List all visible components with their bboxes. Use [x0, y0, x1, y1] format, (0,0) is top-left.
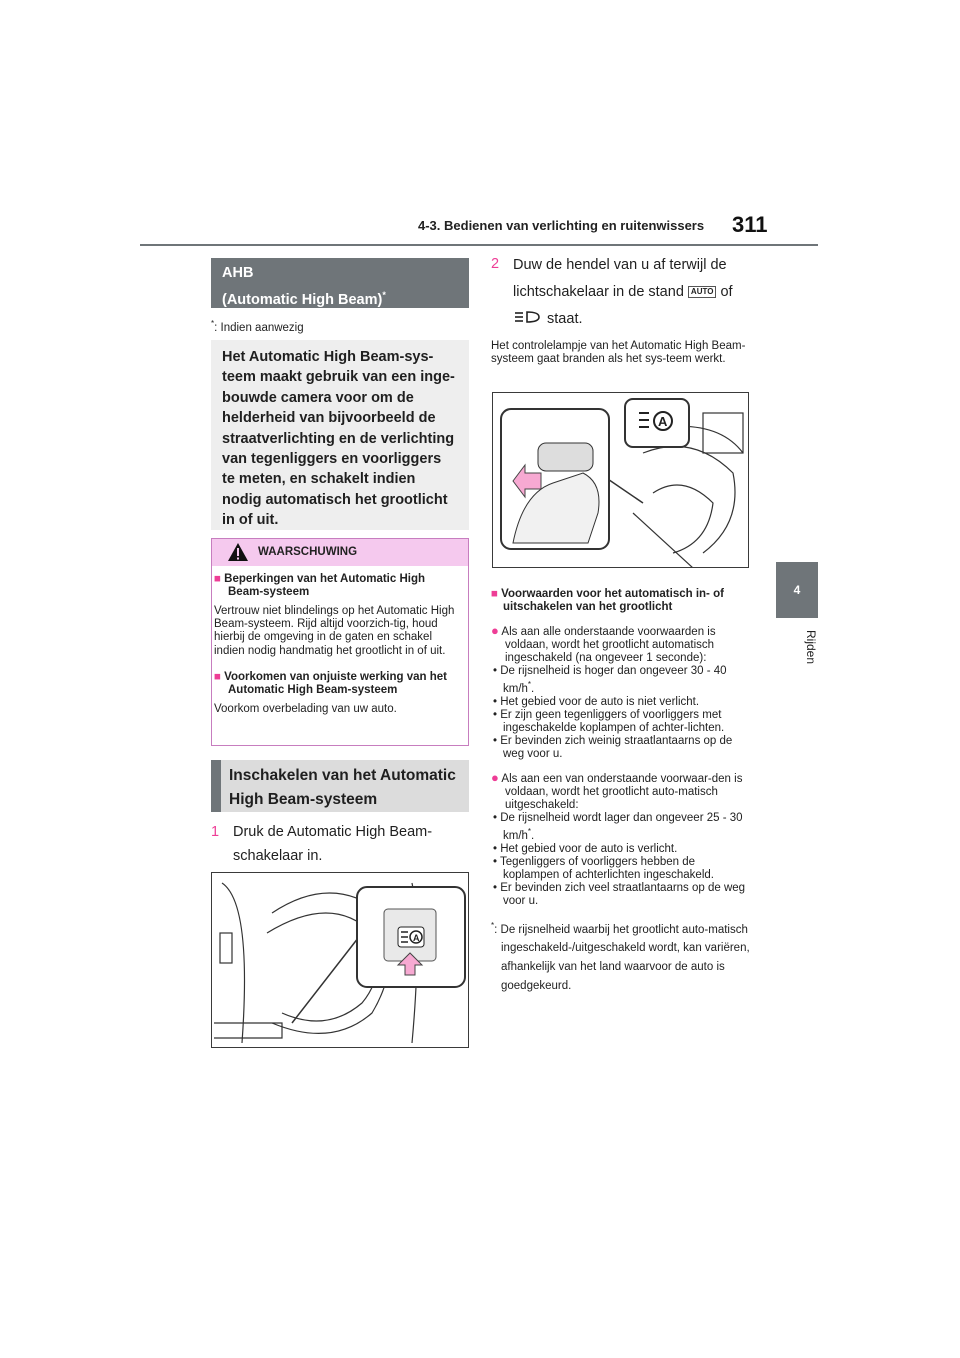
figure-lever-push [492, 392, 749, 568]
ahb-title-line1: AHB [222, 265, 254, 281]
step-2 [491, 252, 749, 333]
ahb-footnote: *: Indien aanwezig [211, 319, 304, 334]
page-number: 311 [732, 212, 768, 237]
section-header-title: 4-3. Bedienen van verlichting en ruitenwissers [418, 218, 705, 233]
warning-item1-text: Vertrouw niet blindelings op het Automatic High Beam-systeem. Rijd altijd voorzich-tig, houd hierbij de omgeving in de gaten en schakel indien nodig handmatig het grootlicht in of uit. [214, 605, 455, 657]
auto-position-icon: AUTO [688, 286, 717, 298]
step-2-text-a: Duw de hendel van u af terwijl de lichtschakelaar in de stand [513, 257, 727, 300]
chapter-label: Rijden [804, 630, 818, 665]
list-item: • De rijsnelheid wordt lager dan ongeveer 25 - 30 km/h*. [493, 811, 743, 842]
step-2-number: 2 [491, 256, 500, 272]
conditions-on-intro: ● Als aan alle onderstaande voorwaarden is voldaan, wordt het grootlicht automatisch ingeschakeld (na ongeveer 1 seconde): [491, 623, 716, 664]
step-2-text-b: of [720, 284, 733, 300]
ahb-intro: Het Automatic High Beam-sys-teem maakt gebruik van een inge-bouwde camera voor om de helderheid van bijvoorbeeld de straatverlichting en de verlichting van tegenliggers en voorliggers te meten, en schakelt indien nodig automatisch het grootlicht in of uit. [211, 340, 469, 530]
conditions-footnote: *: De rijsnelheid waarbij het grootlicht auto-matisch ingeschakeld-/uitgeschakeld wordt, kan variëren, afhankelijk van het land waarvoor de auto is goedgekeurd. [491, 920, 750, 993]
figure-ahb-switch [211, 872, 469, 1048]
conditions-on-list [491, 665, 751, 761]
list-item: • Het gebied voor de auto is niet verlicht. [493, 695, 700, 708]
conditions-title: ■ Voorwaarden voor het automatisch in- of uitschakelen van het grootlicht [491, 588, 724, 613]
svg-text:A: A [413, 933, 420, 943]
high-beam-icon [513, 310, 543, 324]
step-1-number: 1 [211, 824, 220, 840]
ahb-title-line2: (Automatic High Beam)* [222, 290, 386, 308]
ahb-title-box [211, 258, 469, 308]
indicator-note: Het controlelampje van het Automatic High Beam-systeem gaat branden als het sys-teem werkt. [491, 340, 746, 365]
warning-triangle-icon [227, 542, 249, 562]
step-1 [211, 820, 469, 868]
list-item: • Tegenliggers of voorliggers hebben de koplampen of achterlichten ingeschakeld. [493, 855, 714, 881]
section-title: Inschakelen van het Automatic High Beam-systeem [211, 760, 469, 812]
step-1-text: Druk de Automatic High Beam-schakelaar in. [233, 824, 433, 864]
conditions-section [491, 588, 751, 996]
list-item: • Het gebied voor de auto is verlicht. [493, 842, 678, 855]
list-item: • Er zijn geen tegenliggers of voorliggers met ingeschakelde koplampen of achter-lichten. [493, 708, 725, 734]
svg-text:A: A [658, 414, 668, 429]
steering-wheel-illustration [212, 873, 469, 1048]
warning-title: WAARSCHUWING [258, 546, 358, 558]
warning-item2-text: Voorkom overbelading van uw auto. [214, 702, 397, 715]
step-2-text-c: staat. [547, 311, 583, 327]
list-item: • De rijsnelheid is hoger dan ongeveer 30 - 40 km/h*. [493, 665, 727, 695]
lever-illustration [493, 393, 749, 568]
warning-content [214, 573, 462, 716]
list-item: • Er bevinden zich veel straatlantaarns op de weg voor u. [493, 881, 746, 907]
header-divider [140, 244, 818, 246]
conditions-off-list [491, 812, 751, 908]
ahb-asterisk: * [382, 290, 386, 300]
list-item: • Er bevinden zich weinig straatlantaarns op de weg voor u. [493, 734, 733, 760]
warning-item1-title: ■ Beperkingen van het Automatic High Beam-systeem [214, 573, 426, 598]
warning-item2-title: ■ Voorkomen van onjuiste werking van het Automatic High Beam-systeem [214, 670, 447, 696]
chapter-tab: 4 [776, 562, 818, 618]
conditions-off-intro: ● Als aan een van onderstaande voorwaar-den is voldaan, wordt het grootlicht auto-matisch uitgeschakeld: [491, 769, 743, 811]
